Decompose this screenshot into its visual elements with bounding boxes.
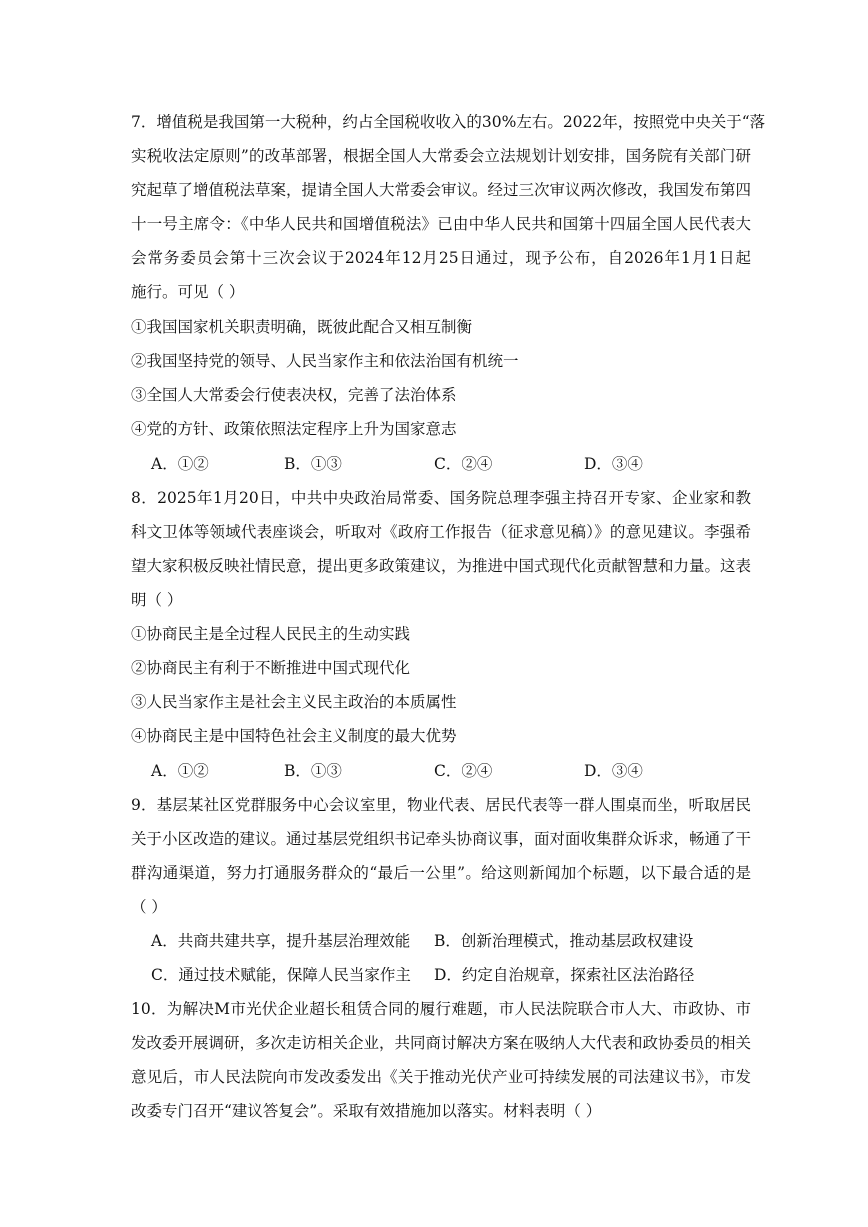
- question-7-stem-line: 十一号主席令：《中华人民共和国增值税法》已由中华人民共和国第十四届全国人民代表大: [131, 215, 751, 233]
- question-9-stem-line: 9．基层某社区党群服务中心会议室里，物业代表、居民代表等一群人围桌而坐，听取居民: [131, 796, 751, 814]
- question-10-stem-line: 发改委开展调研，多次走访相关企业，共同商讨解决方案在吸纳人大代表和政协委员的相关: [131, 1034, 752, 1052]
- question-7-stem-line: 7．增值税是我国第一大税种，约占全国税收收入的30%左右。2022年，按照党中央关于“落: [131, 113, 766, 131]
- question-8-stem-line: 科文卫体等领域代表座谈会，听取对《政府工作报告（征求意见稿）》的意见建议。李强希: [131, 523, 751, 541]
- question-7-item-1: ①我国国家机关职责明确，既彼此配合又相互制衡: [131, 318, 473, 336]
- question-7-stem-line: 究起草了增值税法草案，提请全国人大常委会审议。经过三次审议两次修改，我国发布第四: [131, 181, 752, 199]
- question-7-item-2: ②我国坚持党的领导、人民当家作主和依法治国有机统一: [131, 352, 519, 370]
- question-7-item-3: ③全国人大常委会行使表决权，完善了法治体系: [131, 386, 457, 404]
- question-7-stem-line: 会常务委员会第十三次会议于2024年12月25日通过，现予公布，自2026年1月1日起: [131, 249, 751, 267]
- question-10-stem-line: 10．为解决M市光伏企业超长租赁合同的履行难题，市人民法院联合市人大、市政协、市: [131, 1000, 751, 1018]
- question-9-stem-line: 群沟通渠道，努力打通服务群众的“最后一公里”。给这则新闻加个标题，以下最合适的是: [131, 864, 751, 882]
- question-7-option-b[interactable]: B．①③: [284, 455, 342, 473]
- question-9-option-d[interactable]: D．约定自治规章，探索社区法治路径: [434, 966, 695, 984]
- question-7-option-c[interactable]: C．②④: [434, 455, 493, 473]
- question-8-stem-line: 明（ ）: [131, 591, 183, 609]
- question-9-option-c[interactable]: C．通过技术赋能，保障人民当家作主: [151, 966, 411, 984]
- question-8-stem-line: 望大家积极反映社情民意，提出更多政策建议，为推进中国式现代化贡献智慧和力量。这表: [131, 557, 752, 575]
- question-8-item-1: ①协商民主是全过程人民民主的生动实践: [131, 625, 411, 643]
- question-7-option-a[interactable]: A．①②: [151, 455, 209, 473]
- question-8-item-2: ②协商民主有利于不断推进中国式现代化: [131, 659, 411, 677]
- question-10-stem-line: 改委专门召开“建议答复会”。采取有效措施加以落实。材料表明（ ）: [131, 1102, 602, 1120]
- question-8-option-d[interactable]: D．③④: [584, 762, 643, 780]
- question-8-item-3: ③人民当家作主是社会主义民主政治的本质属性: [131, 693, 457, 711]
- question-8-stem-line: 8．2025年1月20日，中共中央政治局常委、国务院总理李强主持召开专家、企业家和教: [131, 489, 751, 507]
- question-8-item-4: ④协商民主是中国特色社会主义制度的最大优势: [131, 727, 457, 745]
- question-7-stem-line: 施行。可见（ ）: [131, 283, 245, 301]
- question-8-option-a[interactable]: A．①②: [151, 762, 209, 780]
- question-8-option-c[interactable]: C．②④: [434, 762, 493, 780]
- question-10-stem-line: 意见后，市人民法院向市发改委发出《关于推动光伏产业可持续发展的司法建议书》，市发: [131, 1068, 751, 1086]
- question-7-item-4: ④党的方针、政策依照法定程序上升为国家意志: [131, 420, 457, 438]
- question-9-option-b[interactable]: B．创新治理模式，推动基层政权建设: [434, 932, 694, 950]
- question-7-stem-line: 实税收法定原则”的改革部署，根据全国人大常委会立法规划计划安排，国务院有关部门研: [131, 147, 751, 165]
- question-8-option-b[interactable]: B．①③: [284, 762, 342, 780]
- question-9-stem-line: （ ）: [131, 898, 167, 916]
- question-7-option-d[interactable]: D．③④: [584, 455, 643, 473]
- question-9-stem-line: 关于小区改造的建议。通过基层党组织书记牵头协商议事，面对面收集群众诉求，畅通了干: [131, 830, 752, 848]
- question-9-option-a[interactable]: A．共商共建共享，提升基层治理效能: [151, 932, 411, 950]
